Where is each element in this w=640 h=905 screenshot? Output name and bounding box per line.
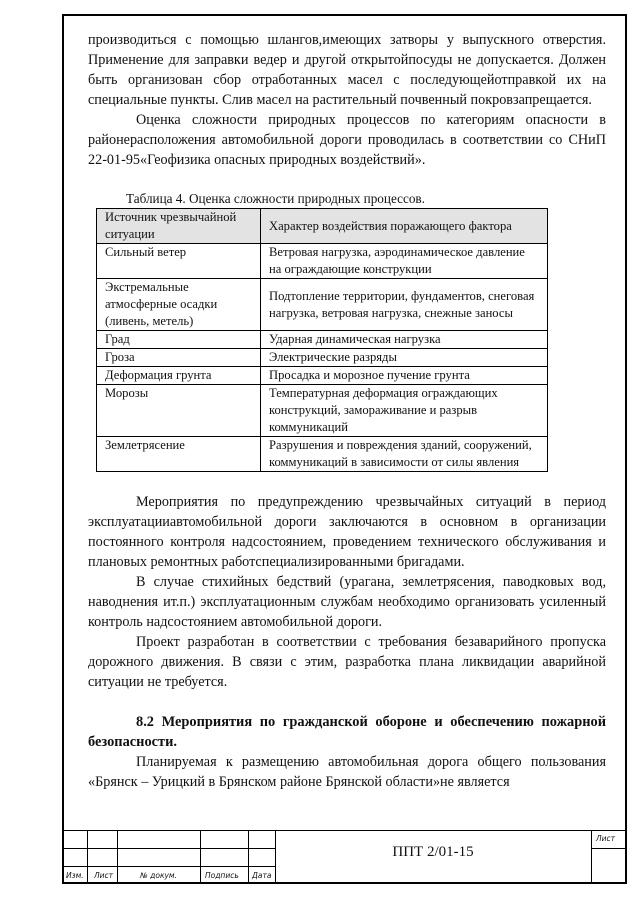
table-cell: Град [97, 331, 261, 349]
stamp-line [62, 866, 275, 867]
paragraph: Планируемая к размещению автомобильная дорога общего пользования «Брянск – Урицкий в Брянском районе Брянской области»не является [88, 754, 606, 790]
stamp-line [591, 830, 592, 884]
document-code: ППТ 2/01-15 [392, 844, 474, 860]
table-row [97, 279, 548, 331]
table-header-cell: Источник чрезвычайной ситуации [97, 209, 261, 244]
paragraph: В случае стихийных бедствий (урагана, землетрясения, паводковых вод, наводнения ит.п.) эксплуатационным службам необходимо организовать усиленный контроль надсостоянием автомобильной дороги. [88, 574, 606, 630]
table-cell: Морозы [97, 385, 261, 437]
table-cell: Разрушения и повреждения зданий, сооружений, коммуникаций в зависимости от силы явления [261, 437, 548, 472]
paragraph: Оценка сложности природных процессов по категориям опасности в районерасположения автомобильной дороги проводилась в соответствии со СНиП 22-01-95«Геофизика опасных природных воздействий». [88, 112, 606, 168]
table-cell: Деформация грунта [97, 367, 261, 385]
stamp-line [62, 830, 627, 831]
table-header-cell: Характер воздействия поражающего фактора [261, 209, 548, 244]
document-body [88, 30, 606, 792]
table-cell: Температурная деформация ограждающих конструкций, замораживание и разрыв коммуникаций [261, 385, 548, 437]
table-row [97, 331, 548, 349]
table-cell: Просадка и морозное пучение грунта [261, 367, 548, 385]
paragraph: Мероприятия по предупреждению чрезвычайных ситуаций в период эксплуатацииавтомобильной дороги заключаются в основном в организации постоянного контроля надсостоянием, проведением технического обслуживания и плановых ремонтных работспециализированными бригадами. [88, 494, 606, 570]
stamp-label: № докум. [140, 871, 177, 880]
table-row [97, 437, 548, 472]
table-cell: Ударная динамическая нагрузка [261, 331, 548, 349]
table-row [97, 385, 548, 437]
stamp-line [591, 848, 627, 849]
table-cell: Экстремальные атмосферные осадки (ливень, метель) [97, 279, 261, 331]
stamp-line [248, 830, 249, 884]
table-header-row [97, 209, 548, 244]
stamp-label: Дата [252, 871, 272, 880]
stamp-line [117, 830, 118, 884]
stamp-label: Лист [94, 871, 114, 880]
stamp-line [87, 830, 88, 884]
table-caption: Таблица 4. Оценка сложности природных процессов. [126, 191, 425, 206]
table-row [97, 349, 548, 367]
stamp-label: Подпись [205, 871, 239, 880]
table-cell: Землетрясение [97, 437, 261, 472]
paragraph: производиться с помощью шлангов,имеющих затворы у выпускного отверстия. Применение для заправки ведер и другой открытойпосуды не допускается. Должен быть организован сбор отработанных масел с последующейотправкой их на специальные пункты. Слив масел на растительный почвенный покровзапрещается. [88, 32, 606, 108]
table-row [97, 367, 548, 385]
sheet-label: Лист [596, 834, 616, 843]
section-heading: 8.2 Мероприятия по гражданской обороне и обеспечению пожарной безопасности. [88, 714, 606, 750]
table-cell: Подтопление территории, фундаментов, снеговая нагрузка, ветровая нагрузка, снежные заносы [261, 279, 548, 331]
hazard-table [96, 208, 548, 472]
title-block [62, 830, 627, 884]
stamp-line [62, 848, 275, 849]
table-cell: Гроза [97, 349, 261, 367]
paragraph: Проект разработан в соответствии с требования безаварийного пропуска дорожного движения. В связи с этим, разработка плана ликвидации аварийной ситуации не требуется. [88, 634, 606, 690]
table-cell: Сильный ветер [97, 244, 261, 279]
table-cell: Электрические разряды [261, 349, 548, 367]
table-row [97, 244, 548, 279]
table-cell: Ветровая нагрузка, аэродинамическое давление на ограждающие конструкции [261, 244, 548, 279]
stamp-line [200, 830, 201, 884]
stamp-label: Изм. [66, 871, 84, 880]
